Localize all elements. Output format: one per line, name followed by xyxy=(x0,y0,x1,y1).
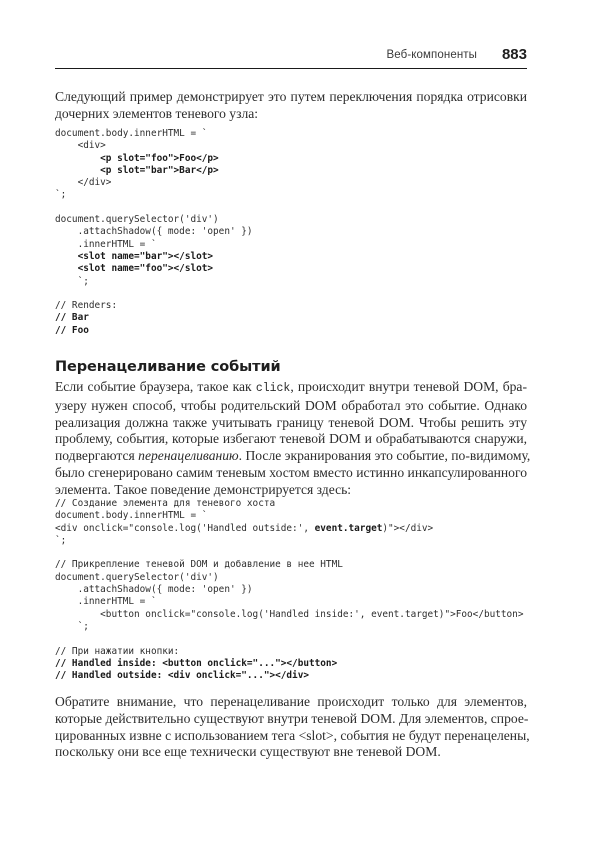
emphasis-term: перенацеливанию xyxy=(138,448,239,464)
code-bold-run: // Bar xyxy=(55,312,89,324)
code-run: `; xyxy=(55,534,67,546)
code-bold-run: // Foo xyxy=(55,324,89,336)
paragraph-line: реализация должна также учитывать границу теневой DOM. Чтобы решить эту xyxy=(55,414,527,430)
code-run: `; xyxy=(55,189,67,201)
code-block-slot-order xyxy=(55,128,527,337)
running-header-section-title: Веб-компоненты xyxy=(386,49,477,61)
code-run: <div onclick="console.log('Handled outside:', xyxy=(55,522,315,534)
code-run: // Прикрепление теневой DOM и добавление в нее HTML xyxy=(55,559,343,571)
inline-code-click: click xyxy=(255,382,291,395)
paragraph-line xyxy=(55,448,531,465)
code-line xyxy=(55,325,527,337)
code-line xyxy=(55,276,527,288)
code-run: document.body.innerHTML = ` xyxy=(55,128,208,139)
code-line xyxy=(55,263,527,275)
code-run: document.querySelector('div') xyxy=(55,571,219,583)
paragraph-line: было сгенерировано самим теневым хостом вместо истинно инкапсулированного xyxy=(55,464,527,480)
paragraph-line: дочерних элементов теневого узла: xyxy=(55,105,259,121)
code-run xyxy=(55,263,78,274)
code-line xyxy=(55,153,527,165)
code-line xyxy=(55,646,527,658)
code-line xyxy=(55,202,527,214)
code-bold-run: // Handled inside: <button onclick="..."></button> xyxy=(55,657,338,669)
code-line xyxy=(55,251,527,263)
code-bold-run: // Handled outside: <div onclick="..."></div> xyxy=(55,670,309,682)
text-run: , происходит внутри теневой DOM, бра- xyxy=(290,379,527,394)
code-line xyxy=(55,658,527,670)
text-run: подвергаются xyxy=(55,448,139,464)
code-line xyxy=(55,239,527,251)
paragraph-line: Обратите внимание, что перенацеливание происходит только для элементов, xyxy=(55,694,527,709)
code-line xyxy=(55,177,527,189)
code-run xyxy=(55,251,78,262)
code-line xyxy=(55,584,527,596)
code-line xyxy=(55,523,527,535)
code-line xyxy=(55,498,527,510)
code-bold-run: <p slot="bar">Bar</p> xyxy=(100,164,219,176)
code-run: .innerHTML = ` xyxy=(55,238,157,250)
code-line xyxy=(55,547,527,559)
paragraph-line: цированных извне с использованием тега <slot>, события не будут перенацелены, xyxy=(55,727,530,743)
code-line xyxy=(55,312,527,324)
code-bold-run: <p slot="foo">Foo</p> xyxy=(100,152,219,164)
paragraph-line: Следующий пример демонстрирует это путем переключения порядка отрисовки xyxy=(55,89,527,104)
code-run: // Создание элемента для теневого хоста xyxy=(55,498,276,509)
code-line xyxy=(55,140,527,152)
code-run: document.body.innerHTML = ` xyxy=(55,510,208,522)
code-line xyxy=(55,596,527,608)
code-line xyxy=(55,226,527,238)
paragraph-line: элемента. Такое поведение демонстрируется здесь: xyxy=(55,481,352,497)
page-number: 883 xyxy=(501,46,527,63)
code-line xyxy=(55,214,527,226)
code-run: .innerHTML = ` xyxy=(55,596,157,608)
paragraph-line: поскольку они все еще технически существуют вне теневой DOM. xyxy=(55,744,441,760)
code-line xyxy=(55,559,527,571)
code-bold-run: event.target xyxy=(314,522,383,534)
code-line xyxy=(55,572,527,584)
code-line xyxy=(55,189,527,201)
code-run: <div> xyxy=(55,140,106,152)
paragraph-line: которые действительно существуют внутри теневой DOM. Для элементов, спрое- xyxy=(55,710,529,726)
running-header xyxy=(55,46,527,66)
code-line xyxy=(55,535,527,547)
header-rule-divider xyxy=(55,68,527,69)
code-run: document.querySelector('div') xyxy=(55,214,219,226)
intro-paragraph xyxy=(55,89,527,123)
code-bold-run: <slot name="bar"></slot> xyxy=(77,250,214,262)
paragraph-line xyxy=(55,379,527,398)
text-run: Если событие браузера, такое как xyxy=(55,379,256,394)
code-run: .attachShadow({ mode: 'open' }) xyxy=(55,584,253,596)
code-line xyxy=(55,609,527,621)
code-run: </div> xyxy=(55,177,112,189)
retargeting-paragraph xyxy=(55,379,531,499)
code-line xyxy=(55,288,527,300)
code-run xyxy=(55,153,100,164)
code-run: .attachShadow({ mode: 'open' }) xyxy=(55,226,253,238)
code-run: )"></div> xyxy=(382,522,434,534)
code-run: <button onclick="console.log('Handled inside:', event.target)">Foo</button> xyxy=(55,608,524,620)
code-block-retargeting-demo xyxy=(55,498,527,682)
code-run: `; xyxy=(55,620,89,632)
paragraph-line: проблему, события, которые избегают теневой DOM и обрабатываются снаружи, xyxy=(55,431,527,447)
text-run: . После экранирования это событие, по-видимому, xyxy=(238,448,531,464)
code-line xyxy=(55,670,527,682)
code-line xyxy=(55,621,527,633)
code-line xyxy=(55,128,527,140)
code-run: // При нажатии кнопки: xyxy=(55,645,180,657)
code-line xyxy=(55,300,527,312)
closing-paragraph xyxy=(55,694,530,761)
code-run xyxy=(55,165,100,176)
code-line xyxy=(55,633,527,645)
code-run: `; xyxy=(55,275,89,287)
code-line xyxy=(55,510,527,522)
paragraph-line: узеру нужен способ, чтобы родительский DOM обработал это событие. Однако xyxy=(55,397,527,413)
section-heading: Перенацеливание событий xyxy=(55,359,281,375)
code-line xyxy=(55,165,527,177)
code-bold-run: <slot name="foo"></slot> xyxy=(77,263,214,275)
code-run: // Renders: xyxy=(55,300,118,312)
